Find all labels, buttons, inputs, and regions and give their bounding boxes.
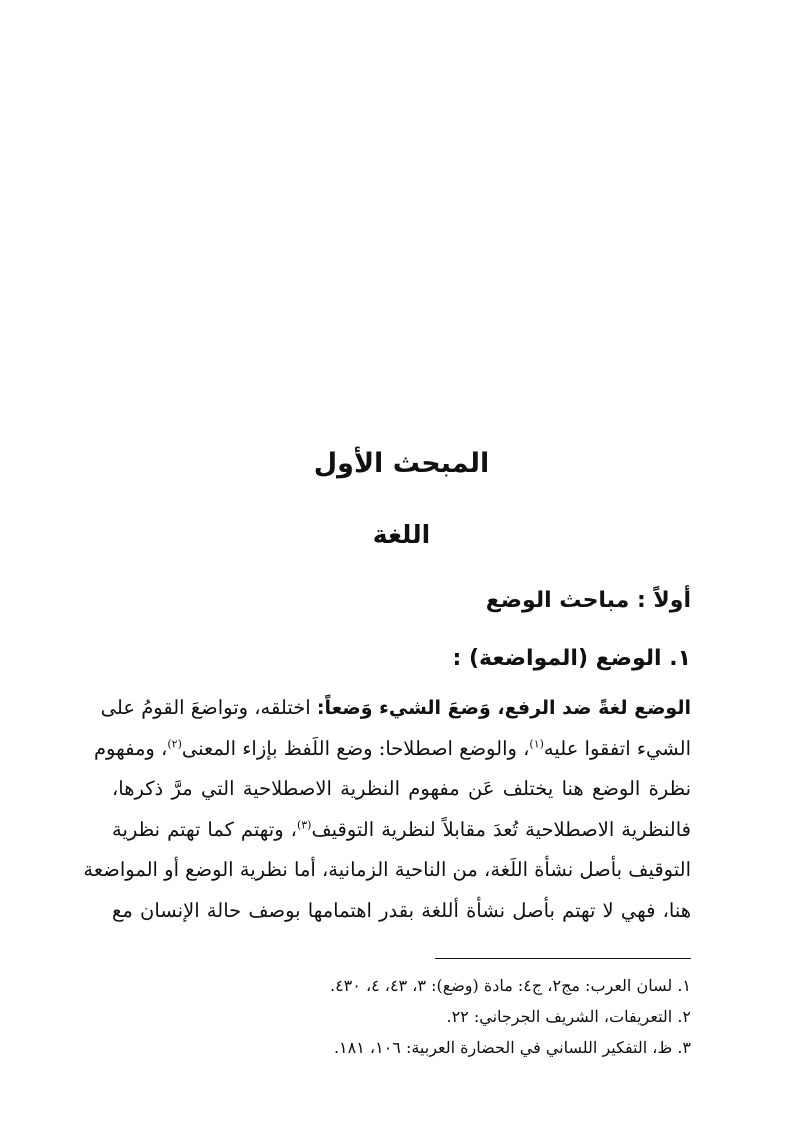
body-line-1-text: اختلقه، وتواضعَ القومُ على [100, 696, 317, 719]
chapter-title: المبحث الأول [313, 448, 490, 479]
footnotes [111, 970, 691, 1063]
body-line-2-text-c: ، ومفهوم [93, 736, 168, 760]
footnote-1: ١. لسان العرب: مج٢، ج٤: مادة (وضع): ٣، ٤٣، ٤، ٤٣٠. [329, 976, 691, 995]
body-line-2-text-a: الشيء اتفقوا عليه [543, 736, 691, 760]
subheading-first: أولاً : مباحث الوضع [485, 588, 691, 613]
body-line-3: نظرة الوضع هنا يختلف عَن مفهوم النظرية الاصطلاحية التي مرَّ ذكرها، [112, 777, 691, 800]
body-line-2-text-b: ، والوضع اصطلاحا: وضع اللَفظ بإزاء المعنى [181, 736, 530, 760]
footnote-2: ٢. التعريفات، الشريف الجرجاني: ٢٢. [446, 1007, 691, 1026]
footnote-ref-3[interactable]: (٣) [296, 818, 312, 831]
body-line-1 [100, 688, 691, 729]
body-paragraph [83, 688, 691, 931]
body-line-4-text-b: ، وتهتم كما تهتم نظرية [112, 817, 297, 841]
body-line-2 [93, 729, 691, 770]
body-line-4 [112, 810, 691, 851]
body-line-5: التوقيف بأصل نشأة اللَغة، من الناحية الزمانية، أما نظرية الوضع أو المواضعة [83, 858, 691, 881]
body-line-4-text-a: فالنظرية الاصطلاحية تُعدَ مقابلاً لنظرية التوقيف [311, 817, 691, 841]
footnote-ref-1[interactable]: (١) [529, 737, 544, 750]
section-title: اللغة [372, 520, 431, 549]
definition-lead: الوضع لغةً ضد الرفع، وَضعَ الشيء وَضعاً: [316, 697, 691, 719]
footnote-3: ٣. ظ، التفكير اللساني في الحضارة العربية: ١٠٦، ١٨١. [333, 1038, 691, 1057]
footnote-divider [435, 958, 691, 959]
subheading-second: ١. الوضع (المواضعة) : [452, 646, 691, 671]
body-line-6: هنا، فهي لا تهتم بأصل نشأة أللغة بقدر اهتمامها بوصف حالة الإنسان مع [112, 898, 691, 922]
footnote-ref-2[interactable]: (٢) [167, 737, 182, 750]
